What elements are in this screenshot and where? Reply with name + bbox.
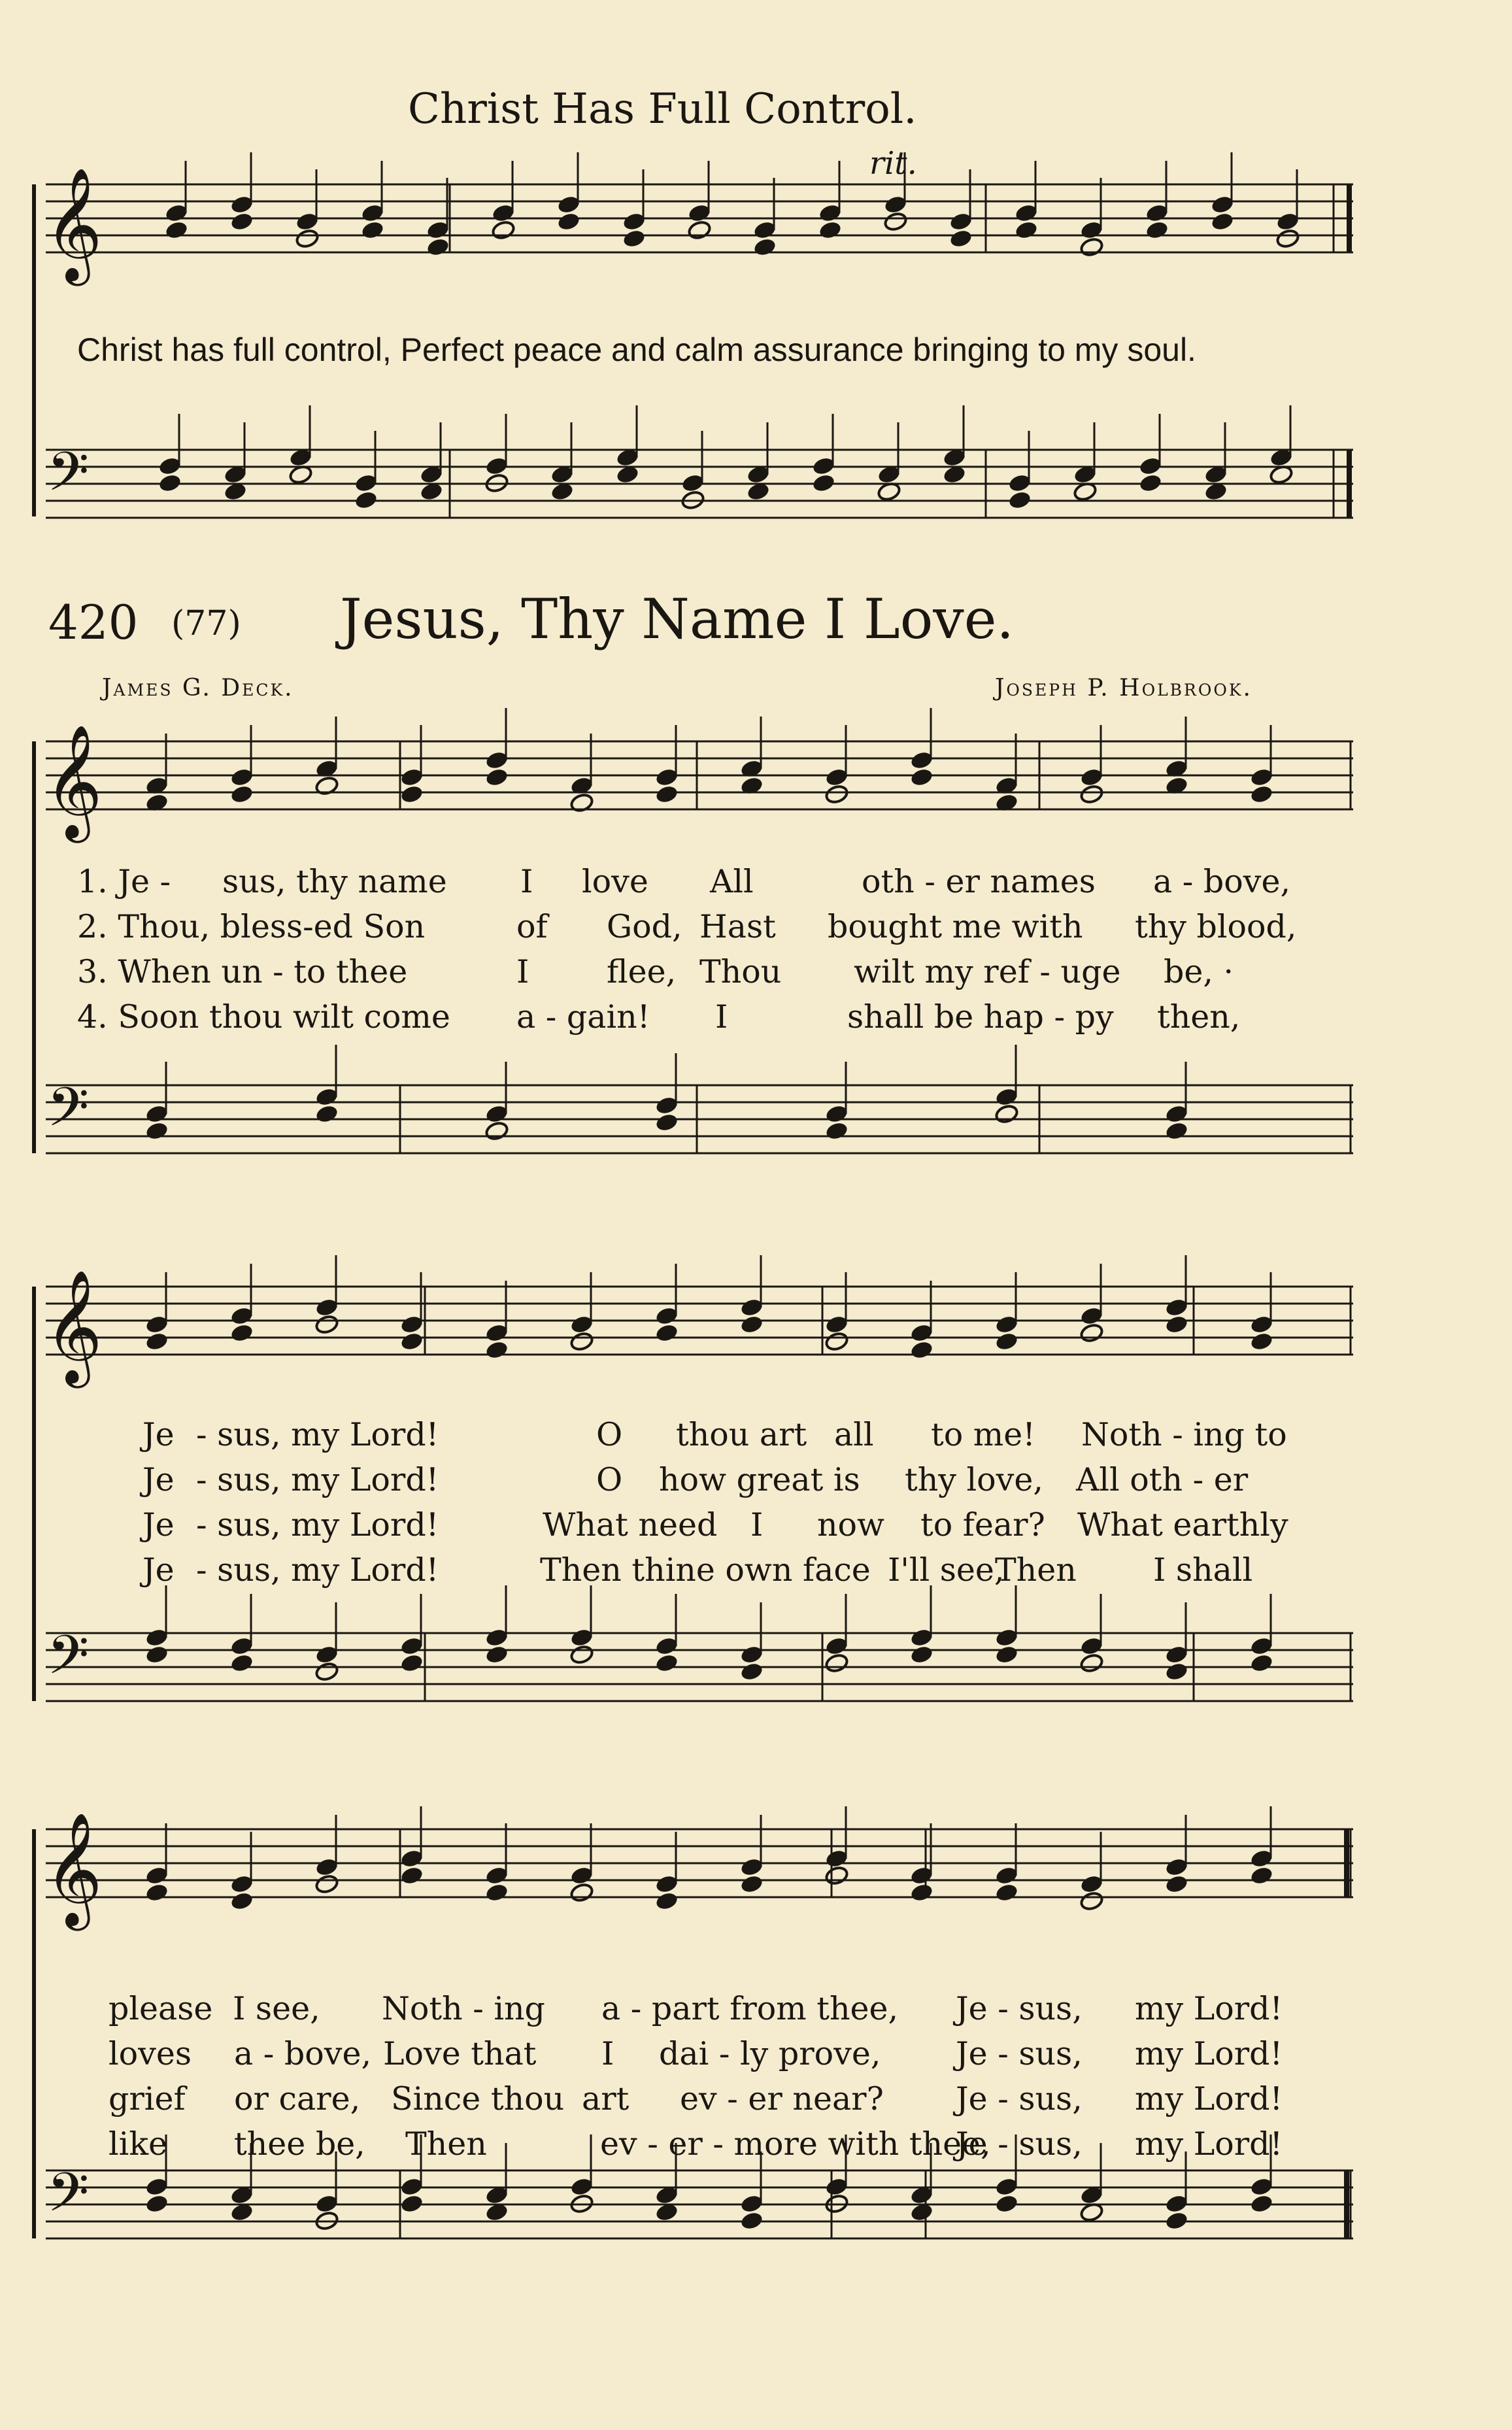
lyric-word: Noth - ing to bbox=[1081, 1416, 1287, 1453]
lyric-word: love bbox=[582, 863, 648, 900]
lyric-word: my Lord! bbox=[1135, 2035, 1283, 2072]
lyric-word: Love that bbox=[383, 2035, 537, 2072]
svg-text:𝄞: 𝄞 bbox=[44, 167, 103, 281]
svg-text:𝄞: 𝄞 bbox=[44, 1270, 103, 1383]
lyric-word: my Lord! bbox=[1135, 2080, 1283, 2118]
rit-mark: rit. bbox=[869, 145, 917, 182]
lyric-word: loves bbox=[109, 2035, 192, 2072]
lyric-word: art bbox=[582, 2080, 630, 2118]
svg-text:𝄢: 𝄢 bbox=[47, 2161, 90, 2237]
lyric-word: ev - er near? bbox=[680, 2080, 884, 2118]
lyric-word: all bbox=[834, 1416, 874, 1453]
lyric-word: a - part from thee, bbox=[601, 1990, 899, 2027]
lyric-word: now bbox=[817, 1506, 885, 1544]
svg-text:𝄞: 𝄞 bbox=[44, 1812, 103, 1926]
svg-text:𝄞: 𝄞 bbox=[44, 724, 103, 838]
lyric-word: Then thine own face bbox=[540, 1551, 871, 1589]
lyric-word: O bbox=[596, 1416, 623, 1453]
svg-text:𝄢: 𝄢 bbox=[47, 1623, 90, 1700]
lyric-word: Je - sus, bbox=[956, 2125, 1083, 2163]
hymn-number: 420 bbox=[48, 595, 139, 650]
lyric-word: I bbox=[520, 863, 533, 900]
lyric-word: shall be hap - py bbox=[847, 998, 1114, 1036]
lyric-word: Je bbox=[143, 1416, 175, 1453]
lyric-word: What need bbox=[543, 1506, 718, 1544]
lyric-word: grief bbox=[109, 2080, 186, 2118]
lyric-word: oth - er names bbox=[862, 863, 1096, 900]
lyric-word: I shall bbox=[1153, 1551, 1253, 1589]
lyric-word: I see, bbox=[233, 1990, 320, 2027]
lyric-word: All bbox=[710, 863, 754, 900]
lyric-word: 3. When un - to thee bbox=[77, 953, 408, 990]
lyric-word: O bbox=[596, 1461, 623, 1498]
lyric-word: What earthly bbox=[1077, 1506, 1288, 1544]
lyric-word: sus, thy name bbox=[222, 863, 447, 900]
lyric-word: my Lord! bbox=[1135, 2125, 1283, 2163]
lyric-word: dai - ly prove, bbox=[659, 2035, 881, 2072]
lyric-word: then, bbox=[1157, 998, 1241, 1036]
lyric-word: 4. Soon thou wilt come bbox=[77, 998, 450, 1036]
lyric-word: 2. Thou, bless-ed Son bbox=[77, 908, 426, 945]
svg-text:𝄢: 𝄢 bbox=[47, 440, 90, 516]
lyric-word: I bbox=[750, 1506, 764, 1544]
lyricist: James G. Deck. bbox=[102, 675, 294, 701]
upper-hymn-title: Christ Has Full Control. bbox=[408, 85, 917, 133]
lyric-word: I'll see, bbox=[888, 1551, 1005, 1589]
lyric-word: to fear? bbox=[920, 1506, 1045, 1544]
lyric-word: flee, bbox=[607, 953, 677, 990]
lyric-word: a - bove, bbox=[1153, 863, 1291, 900]
lyric-word: - sus, my Lord! bbox=[196, 1461, 439, 1498]
lyric-word: - sus, my Lord! bbox=[196, 1506, 439, 1544]
lyric-word: I bbox=[601, 2035, 614, 2072]
lyric-word: Since thou bbox=[391, 2080, 565, 2118]
lyric-word: how great is bbox=[659, 1461, 860, 1498]
lyric-word: I bbox=[715, 998, 728, 1036]
lyric-word: bought me with bbox=[828, 908, 1083, 945]
lyric-word: thou art bbox=[676, 1416, 807, 1453]
lyric-word: - sus, my Lord! bbox=[196, 1416, 439, 1453]
lyric-word: a - bove, bbox=[234, 2035, 372, 2072]
lyric-word: Je - sus, bbox=[956, 2035, 1083, 2072]
lyric-word: 1. Je - bbox=[77, 863, 171, 900]
lyric-word: Thou bbox=[699, 953, 782, 990]
upper-hymn-lyric: Christ has full control, Perfect peace and calm assurance bringing to my soul. bbox=[77, 331, 1196, 368]
lyric-word: or care, bbox=[234, 2080, 361, 2118]
lyric-word: Je bbox=[143, 1551, 175, 1589]
hymn-title: Jesus, Thy Name I Love. bbox=[340, 587, 1015, 651]
lyric-word: Hast bbox=[699, 908, 776, 945]
lyric-word: be, · bbox=[1164, 953, 1234, 990]
lyric-word: please bbox=[109, 1990, 213, 2027]
hymn-alt-number: (77) bbox=[171, 604, 241, 643]
lyric-word: - sus, my Lord! bbox=[196, 1551, 439, 1589]
lyric-word: like bbox=[109, 2125, 168, 2163]
lyric-word: Je - sus, bbox=[956, 2080, 1083, 2118]
lyric-word: ev - er - more with thee, bbox=[600, 2125, 991, 2163]
lyric-word: God, bbox=[607, 908, 682, 945]
lyric-word: wilt my ref - uge bbox=[854, 953, 1121, 990]
svg-text:𝄢: 𝄢 bbox=[47, 1075, 90, 1152]
lyric-word: my Lord! bbox=[1135, 1990, 1283, 2027]
lyric-word: Then bbox=[995, 1551, 1077, 1589]
lyric-word: I bbox=[516, 953, 529, 990]
lyric-word: Je bbox=[143, 1506, 175, 1544]
lyric-word: thy love, bbox=[905, 1461, 1043, 1498]
lyric-word: thee be, bbox=[234, 2125, 365, 2163]
lyric-word: of bbox=[516, 908, 548, 945]
lyric-word: to me! bbox=[931, 1416, 1035, 1453]
lyric-word: a - gain! bbox=[516, 998, 650, 1036]
lyric-word: All oth - er bbox=[1076, 1461, 1249, 1498]
composer: Joseph P. Holbrook. bbox=[995, 675, 1252, 701]
lyric-word: thy blood, bbox=[1135, 908, 1297, 945]
lyric-word: Then bbox=[405, 2125, 487, 2163]
lyric-word: Je - sus, bbox=[956, 1990, 1083, 2027]
lyric-word: Je bbox=[143, 1461, 175, 1498]
lyric-word: Noth - ing bbox=[382, 1990, 545, 2027]
